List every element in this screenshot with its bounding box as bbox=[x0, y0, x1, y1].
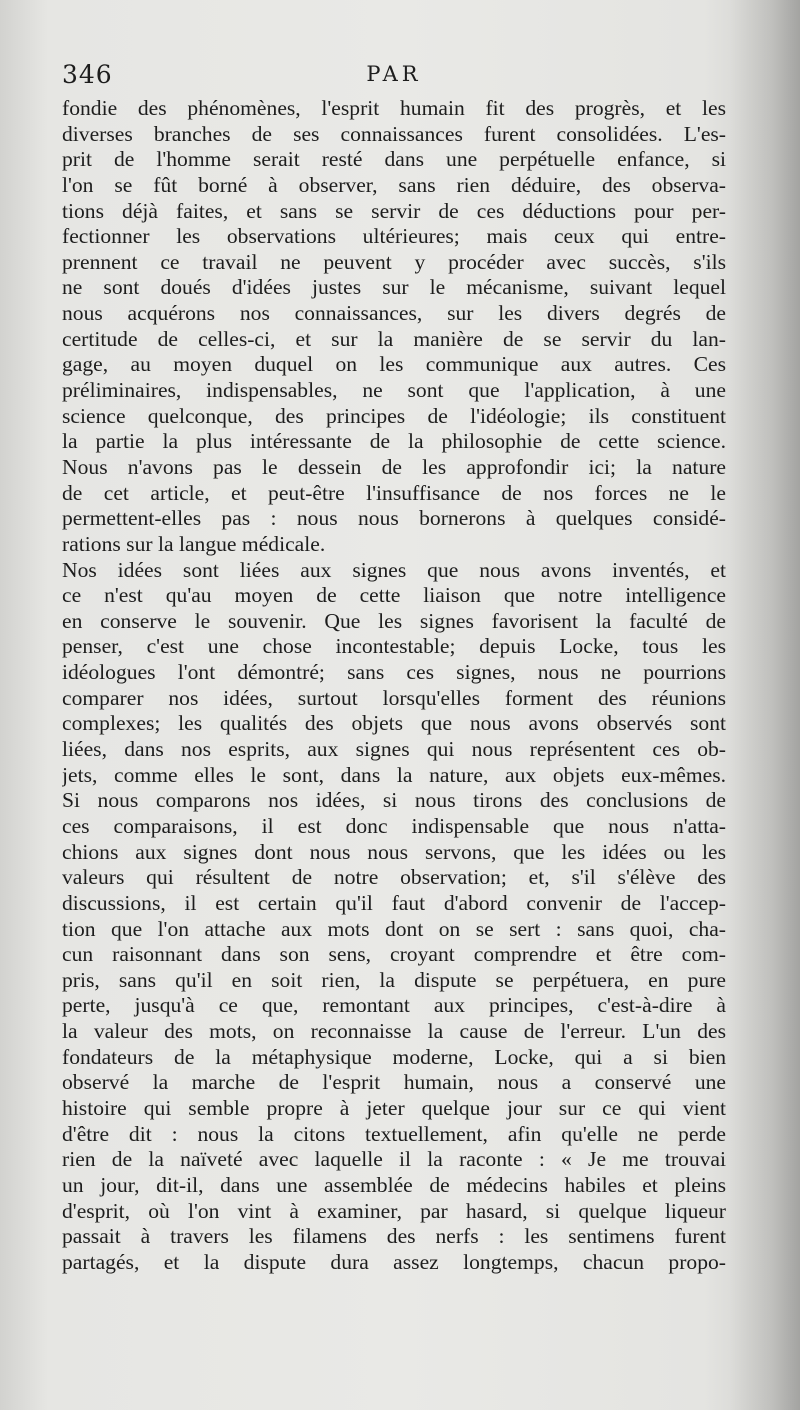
text-line: partagés, et la dispute dura assez longtemps, chacun propo- bbox=[62, 1249, 726, 1274]
text-line: comparer nos idées, surtout lorsqu'elles forment des réunions bbox=[62, 685, 726, 710]
text-line: prit de l'homme serait resté dans une perpétuelle enfance, si bbox=[62, 147, 726, 172]
text-line: fondateurs de la métaphysique moderne, Locke, qui a si bien bbox=[62, 1044, 726, 1069]
text-line: science quelconque, des principes de l'idéologie; ils constituent bbox=[62, 403, 726, 428]
text-line: liées, dans nos esprits, aux signes qui nous représentent ces ob- bbox=[62, 737, 726, 762]
text-line: Si nous comparons nos idées, si nous tirons des conclusions de bbox=[62, 788, 726, 813]
text-line: discussions, il est certain qu'il faut d'abord convenir de l'accep- bbox=[62, 890, 726, 915]
text-line: diverses branches de ses connaissances furent consolidées. L'es- bbox=[62, 121, 726, 146]
page-header bbox=[62, 60, 726, 94]
text-line: rien de la naïveté avec laquelle il la raconte : « Je me trouvai bbox=[62, 1147, 726, 1172]
text-line: histoire qui semble propre à jeter quelque jour sur ce qui vient bbox=[62, 1095, 726, 1120]
text-line: un jour, dit-il, dans une assemblée de médecins habiles et pleins bbox=[62, 1172, 726, 1197]
text-line: ces comparaisons, il est donc indispensable que nous n'atta- bbox=[62, 813, 726, 838]
text-line: chions aux signes dont nous nous servons, que les idées ou les bbox=[62, 839, 726, 864]
text-line: Nous n'avons pas le dessein de les approfondir ici; la nature bbox=[62, 454, 726, 479]
text-line: rations sur la langue médicale. bbox=[62, 531, 326, 556]
text-line: d'être dit : nous la citons textuellement, afin qu'elle ne perde bbox=[62, 1121, 726, 1146]
body-text bbox=[62, 96, 726, 1275]
text-line: observé la marche de l'esprit humain, nous a conservé une bbox=[62, 1070, 726, 1095]
text-line: fectionner les observations ultérieures; mais ceux qui entre- bbox=[62, 224, 726, 249]
text-line: l'on se fût borné à observer, sans rien déduire, des observa- bbox=[62, 172, 726, 197]
text-line: permettent-elles pas : nous nous bornerons à quelques considé- bbox=[62, 506, 726, 531]
text-line: la partie la plus intéressante de la philosophie de cette science. bbox=[62, 429, 726, 454]
text-line: nous acquérons nos connaissances, sur les divers degrés de bbox=[62, 301, 726, 326]
text-line: fondie des phénomènes, l'esprit humain fit des progrès, et les bbox=[62, 96, 726, 120]
text-line: complexes; les qualités des objets que nous avons observés sont bbox=[62, 711, 726, 736]
text-line: pris, sans qu'il en soit rien, la dispute se perpétuera, en pure bbox=[62, 967, 726, 992]
text-line: valeurs qui résultent de notre observation; et, s'il s'élève des bbox=[62, 865, 726, 890]
text-line: idéologues l'ont démontré; sans ces signes, nous ne pourrions bbox=[62, 660, 726, 685]
text-line: certitude de celles-ci, et sur la manière de se servir du lan- bbox=[62, 326, 726, 351]
text-line: penser, c'est une chose incontestable; depuis Locke, tous les bbox=[62, 634, 726, 659]
text-line: ne sont doués d'idées justes sur le mécanisme, suivant lequel bbox=[62, 275, 726, 300]
text-line: en conserve le souvenir. Que les signes favorisent la faculté de bbox=[62, 608, 726, 633]
text-line: tions déjà faites, et sans se servir de ces déductions pour per- bbox=[62, 198, 726, 223]
text-line: perte, jusqu'à ce que, remontant aux principes, c'est-à-dire à bbox=[62, 993, 726, 1018]
text-line: prennent ce travail ne peuvent y procéder avec succès, s'ils bbox=[62, 249, 726, 274]
text-line: cun raisonnant dans son sens, croyant comprendre et être com- bbox=[62, 942, 726, 967]
text-line: la valeur des mots, on reconnaisse la cause de l'erreur. L'un des bbox=[62, 1019, 726, 1044]
text-line: passait à travers les filamens des nerfs : les sentimens furent bbox=[62, 1224, 726, 1249]
text-line: tion que l'on attache aux mots dont on se sert : sans quoi, cha- bbox=[62, 916, 726, 941]
text-line: d'esprit, où l'on vint à examiner, par hasard, si quelque liqueur bbox=[62, 1198, 726, 1223]
text-line: jets, comme elles le sont, dans la nature, aux objets eux-mêmes. bbox=[62, 762, 726, 787]
text-line: ce n'est qu'au moyen de cette liaison que notre intelligence bbox=[62, 583, 726, 608]
text-line: de cet article, et peut-être l'insuffisance de nos forces ne le bbox=[62, 480, 726, 505]
page-number: 346 bbox=[62, 60, 113, 89]
text-line: gage, au moyen duquel on les communique aux autres. Ces bbox=[62, 352, 726, 377]
text-line: Nos idées sont liées aux signes que nous avons inventés, et bbox=[62, 557, 726, 582]
running-head: PAR bbox=[366, 62, 422, 86]
text-line: préliminaires, indispensables, ne sont que l'application, à une bbox=[62, 378, 726, 403]
